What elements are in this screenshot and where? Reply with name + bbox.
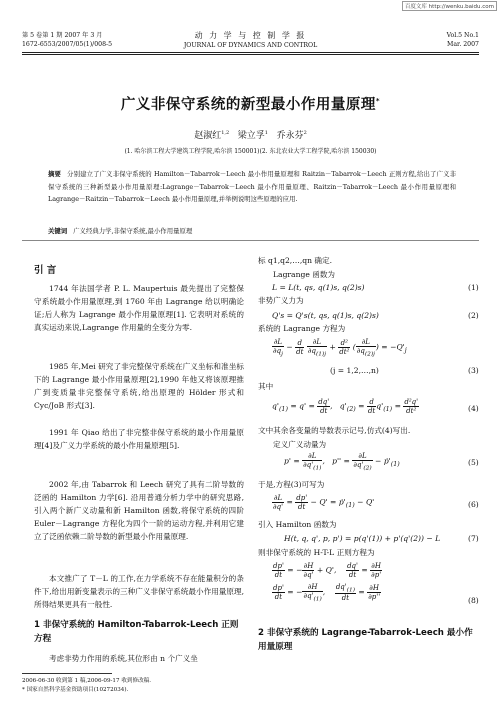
footnote-rule [22,673,112,674]
equation-6-number: (6) [468,500,479,509]
notation-text: 文中其余各变量的导数表示记号,仿式(4)写出. [258,426,411,435]
volume-info-cn: 第 5 卷第 1 期 2007 年 3 月 [22,32,103,39]
where-text: 其中 [258,382,274,391]
equation-4: $q'_{(1)} = q'$ = $\frac{dq'}{dt}$ , $q'_{(2)}$ = $\frac{d}{dt}$ $q'_{(1)}$ = $\frac{\text{d²q'}}{\text{dt²}}$ [272,398,419,415]
equation-7: H(t, q, q', p, p') = p(q'(1)) + p'(q'(2)) − L [284,534,441,543]
affiliations: (1. 哈尔滨工程大学建筑工程学院,哈尔滨 150001)(2. 东北农业大学工程学院,哈尔滨 150030) [124,148,377,155]
equation-5: p' = $\frac{\partial L}{\partial q'_{(1)}}$ , p'' = $\frac{\partial L}{\partial q'_{(2)}}$ − $ṗ'_{(1)}$ [284,452,400,472]
rewrite-text: 于是,方程(3)可写为 [258,480,325,489]
equation-1-number: (1) [468,283,479,292]
htl-intro: 则非保守系统的 H-T-L 正则方程为 [258,548,375,557]
volume-info-en: Vol.5 No.1 [446,32,479,39]
equation-3-number: (3) [468,366,479,375]
author-list: 赵淑红$^{1,2}$ 梁立孚$^1$ 乔永芬$^2$ [194,130,307,141]
abstract: 摘要 分别建立了广义非保守系统的 Hamilton－Tabarrok－Leech 最小作用量原理和 Raitzin－Tabarrok－Leech 正则方程,给出了广义非保守系统的三种新型最小作用量原理:Lagrange－Tabarrok－Leech 最小作用量原理、Raitzin－Tabarrok－Leech 最小作用量原理和 Lagrange－Raitzin－Tabarrok－Leech 最小作用量原理,并举例说明这些原理的应用. [48,170,456,203]
equation-8-number: (8) [468,596,479,605]
journal-name-cn: 动 力 学 与 控 制 学 报 [194,31,307,40]
momentum-intro: 定义广义动量为 [273,440,327,449]
hamilton-intro: 引入 Hamilton 函数为 [258,520,337,529]
equation-3: $\frac{\partial L}{\partial q_j}$ − $\frac{d}{dt}$ $\frac{\partial L}{\partial q_{(1)j}}$ + $\frac{\text{d²}}{\text{dt²}}$ ( $\frac{\partial L}{\partial q_{(2)j}}$ ) = $-Q'_j$ [273,338,407,358]
lagrange-intro: Lagrange 函数为 [273,270,336,279]
equation-5-number: (5) [468,458,479,467]
paper-title: 广义非保守系统的新型最小作用量原理* [120,97,381,113]
date-en: Mar. 2007 [447,41,479,48]
equation-6: $\frac{\partial L}{\partial q'}$ = $\frac{dp'}{dt}$ − $Q' = ṗ'_{(1)} - Q'$ [273,494,375,511]
header-rule-2 [22,54,479,55]
fund-note: * 国家自然科学基金资助项目(10272034). [22,687,129,693]
equation-8: $\frac{dp'}{dt}$ = − $\frac{\partial H}{\partial q'}$ + Q', $\frac{dq'}{dt}$ = $\frac{\partial H}{\partial p'}$ $\frac{dp'}{dt}$ = − $\frac{\partial H}{\partial q'_{(1)}}$ , $\frac{dq'_{(1)}}{dt}$ = $\frac{\partial H}{\partial p''}$ [273,562,382,603]
equation-2: Q's = Q's(t, qs, q(1)s, q(2)s) [272,311,379,320]
lagrange-eq-intro: 系统的 Lagrange 方程为 [258,324,346,333]
received-note: 2006-06-30 收到第 1 稿,2006-09-17 收到修改稿. [22,678,152,684]
equation-1: L = L(t, qs, q(1)s, q(2)s) [272,283,365,292]
equation-3-range: (j = 1,2,…,n) [330,366,379,375]
section-1-paragraph: 考虑非势力作用的系统,其位形由 n 个广义坐 [49,654,198,663]
intro-paragraph-3: 1991 年 Qiao 给出了非完整非保守系统的最小作用量原理[4]及广义力学系统的最小作用量原理[5]. [34,428,244,450]
intro-paragraph-5: 本文推广了 T－L 的工作,在力学系统不存在能量积分的条件下,给出用新变量表示的三种广义非保守系统最小作用量原理,所得结果更具有一般性. [34,574,244,609]
watermark: 百度文库 http://wenku.baidu.com [402,1,497,11]
equation-2-number: (2) [468,311,479,320]
section-1-heading: 1 非保守系统的 Hamilton-Tabarrok-Leech 正则方程 [34,620,239,644]
section-2-heading: 2 非保守系统的 Lagrange-Tabarrok-Leech 最小作用量原理 [258,628,473,652]
force-intro: 非势广义力为 [258,296,304,305]
abstract-rule [22,240,479,241]
intro-paragraph-4: 2002 年,由 Tabarrok 和 Leech 研究了具有二阶导数的泛函的 Hamilton 力学[6]. 沿用普通分析力学中的研究思路,引入两个新广义动量和新 Hamilton 函数,将保守系统的四阶 Euler－Lagrange 方程化为四个一阶的运动方程,并利用它建立了泛函依赖二阶导数的新型最小作用量原理. [34,480,244,541]
equation-4-number: (4) [468,404,479,413]
header-rule [22,52,479,53]
keywords: 关键词 广义经典力学,非保守系统,最小作用量原理 [48,227,193,235]
issn: 1672-6553/2007/05(1)/008-5 [22,41,113,48]
coordinates-text: 标 q1,q2,…,qn 确定. [258,256,332,265]
intro-paragraph-1: 1744 年法国学者 P. L. Maupertuis 最先提出了完整保守系统最小作用量原理,到 1760 年由 Lagrange 给以明确论证;后人称为 Lagrange 最小作用量原理[1]. 它表明对系统的真实运动来说,Lagrange 作用量的全变分为零. [34,284,244,332]
equation-7-number: (7) [468,534,479,543]
intro-paragraph-2: 1985 年,Mei 研究了非完整保守系统在广义坐标和准坐标下的 Lagrange 最小作用量原理[2],1990 年他又将该原理推广到变质量非完整保守系统,给出原理的 Hölder 形式和 Cyc/JoB 形式[3]. [34,362,244,410]
section-intro-heading: 引 言 [34,265,57,276]
journal-name-en: JOURNAL OF DYNAMICS AND CONTROL [183,42,318,49]
